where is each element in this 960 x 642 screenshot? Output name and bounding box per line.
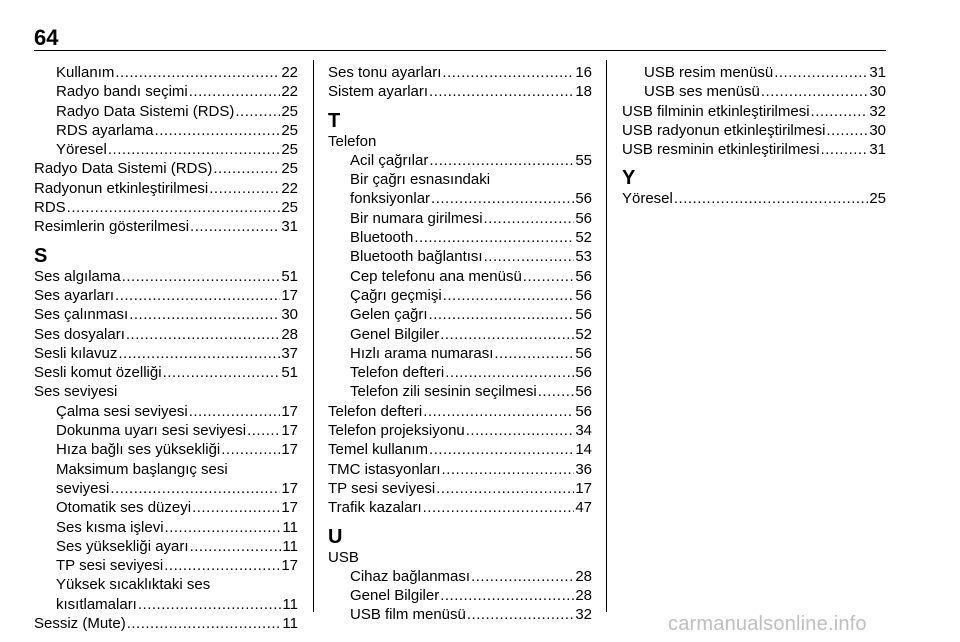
entry-label: TP sesi seviyesi — [328, 479, 436, 497]
dot-leader — [826, 121, 868, 140]
index-entry — [328, 189, 592, 208]
index-entry — [34, 305, 298, 324]
index-heading: Ses seviyesi — [34, 383, 118, 401]
entry-label: USB filminin etkinleştirilmesi — [622, 102, 810, 120]
entry-label: Çağrı geçmişi — [350, 286, 442, 304]
dot-leader — [163, 363, 281, 382]
entry-page-number: 47 — [575, 499, 592, 517]
dot-leader — [674, 189, 868, 208]
index-entry — [34, 217, 298, 236]
dot-leader — [774, 63, 868, 82]
page-number: 64 — [34, 25, 59, 50]
entry-label: Telefon defteri — [350, 364, 445, 382]
section-letter: T — [328, 109, 341, 132]
index-entry — [34, 537, 298, 556]
index-entry — [34, 344, 298, 363]
entry-label: Radyo Data Sistemi (RDS) — [56, 102, 235, 120]
entry-label: Ses yüksekliği ayarı — [56, 537, 189, 555]
index-entry — [328, 498, 592, 517]
entry-label: Dokunma uyarı sesi seviyesi — [56, 422, 247, 440]
entry-label: Sistem ayarları — [328, 83, 429, 101]
index-entry — [622, 189, 886, 208]
entry-page-number: 17 — [281, 499, 298, 517]
entry-page-number: 36 — [575, 460, 592, 478]
index-entry — [34, 286, 298, 305]
entry-page-number: 11 — [282, 595, 298, 613]
index-entry — [34, 159, 298, 178]
entry-label: Radyo Data Sistemi (RDS) — [34, 160, 213, 178]
entry-page-number: 34 — [575, 422, 592, 440]
index-entry — [34, 82, 298, 101]
entry-page-number: 17 — [281, 479, 298, 497]
index-entry — [328, 344, 592, 363]
entry-page-number: 31 — [869, 64, 886, 81]
entry-label: Radyo bandı seçimi — [56, 83, 188, 101]
index-entry — [328, 228, 592, 247]
entry-label: TMC istasyonları — [328, 460, 441, 478]
index-entry — [622, 140, 886, 159]
entry-page-number: 56 — [575, 286, 592, 304]
entry-page-number: 56 — [575, 383, 592, 401]
index-entry — [328, 440, 592, 459]
dot-leader — [164, 556, 280, 575]
entry-label: Radyonun etkinleştirilmesi — [34, 179, 209, 197]
dot-leader — [443, 286, 575, 305]
index-entry — [328, 325, 592, 344]
dot-leader — [155, 121, 281, 140]
entry-label: USB resminin etkinleştirilmesi — [622, 141, 820, 159]
dot-leader — [115, 63, 280, 82]
entry-label: Ses kısma işlevi — [56, 518, 164, 536]
section-letter: S — [34, 244, 48, 267]
index-entry — [34, 63, 298, 82]
entry-label: Ses tonu ayarları — [328, 64, 442, 81]
index-entry — [328, 479, 592, 498]
entry-label: Resimlerin gösterilmesi — [34, 218, 190, 236]
entry-page-number: 56 — [575, 364, 592, 382]
index-entry — [328, 151, 592, 170]
dot-leader — [110, 479, 280, 498]
entry-page-number: 31 — [281, 218, 298, 236]
entry-label: Ses ayarları — [34, 286, 115, 304]
dot-leader — [165, 518, 282, 537]
entry-page-number: 22 — [281, 64, 298, 81]
dot-leader — [190, 217, 280, 236]
index-entry — [34, 498, 298, 517]
entry-page-number: 25 — [281, 160, 298, 178]
section-letter: Y — [622, 167, 636, 190]
dot-leader — [67, 198, 281, 217]
dot-leader — [429, 440, 574, 459]
dot-leader — [127, 614, 282, 633]
dot-leader — [431, 189, 574, 208]
index-entry — [34, 614, 298, 633]
column-divider — [606, 60, 607, 612]
entry-label: Temel kullanım — [328, 441, 429, 459]
index-entry — [622, 82, 886, 101]
index-column-1 — [34, 63, 298, 633]
index-entry — [34, 267, 298, 286]
entry-label: Sesli kılavuz — [34, 344, 118, 362]
entry-page-number: 37 — [281, 344, 298, 362]
entry-page-number: 56 — [575, 344, 592, 362]
dot-leader — [440, 586, 574, 605]
entry-label: Cihaz bağlanması — [350, 567, 471, 585]
dot-leader — [429, 82, 574, 101]
entry-page-number: 25 — [281, 102, 298, 120]
entry-page-number: 16 — [575, 64, 592, 81]
entry-page-number: 51 — [281, 267, 298, 285]
dot-leader — [235, 102, 280, 121]
entry-page-number: 28 — [575, 567, 592, 585]
index-entry — [328, 363, 592, 382]
dot-leader — [467, 605, 574, 624]
entry-page-number: 30 — [869, 121, 886, 139]
entry-label: Yöresel — [622, 190, 673, 208]
index-entry — [328, 460, 592, 479]
index-entry — [328, 247, 592, 266]
entry-label: Sesli komut özelliği — [34, 364, 162, 382]
index-entry — [34, 102, 298, 121]
entry-page-number: 32 — [869, 102, 886, 120]
entry-page-number: 18 — [575, 83, 592, 101]
entry-label: Genel Bilgiler — [350, 325, 440, 343]
entry-page-number: 30 — [869, 83, 886, 101]
dot-leader — [445, 363, 574, 382]
dot-leader — [429, 305, 575, 324]
entry-page-number: 52 — [575, 325, 592, 343]
dot-leader — [761, 82, 868, 101]
dot-leader — [108, 140, 280, 159]
entry-label: Bluetooth — [350, 229, 414, 247]
entry-page-number: 17 — [281, 402, 298, 420]
entry-page-number: 28 — [575, 587, 592, 605]
entry-label: RDS ayarlama — [56, 121, 154, 139]
entry-label: TP sesi seviyesi — [56, 557, 164, 575]
entry-page-number: 11 — [282, 615, 298, 633]
entry-page-number: 17 — [281, 557, 298, 575]
entry-label: Acil çağrılar — [350, 151, 429, 169]
dot-leader — [442, 63, 574, 82]
index-entry — [34, 595, 298, 614]
index-heading: Yüksek sıcaklıktaki ses — [56, 576, 211, 594]
entry-label: Telefon projeksiyonu — [328, 422, 465, 440]
entry-page-number: 56 — [575, 209, 592, 227]
entry-page-number: 17 — [281, 422, 298, 440]
entry-label: kısıtlamaları — [56, 595, 137, 613]
dot-leader — [189, 402, 281, 421]
index-entry — [34, 518, 298, 537]
entry-page-number: 11 — [282, 537, 298, 555]
index-entry — [328, 286, 592, 305]
entry-label: USB radyonun etkinleştirilmesi — [622, 121, 826, 139]
entry-page-number: 28 — [281, 325, 298, 343]
dot-leader — [440, 325, 574, 344]
dot-leader — [414, 228, 574, 247]
section-letter: U — [328, 525, 343, 548]
entry-page-number: 56 — [575, 190, 592, 208]
entry-label: Çalma sesi seviyesi — [56, 402, 188, 420]
index-entry — [328, 209, 592, 228]
index-entry — [34, 440, 298, 459]
entry-label: Telefon defteri — [328, 402, 423, 420]
entry-page-number: 56 — [575, 267, 592, 285]
dot-leader — [190, 537, 282, 556]
entry-page-number: 25 — [281, 121, 298, 139]
entry-page-number: 17 — [281, 441, 298, 459]
entry-page-number: 17 — [281, 286, 298, 304]
dot-leader — [138, 595, 282, 614]
entry-label: Hızlı arama numarası — [350, 344, 494, 362]
dot-leader — [213, 159, 280, 178]
index-entry — [34, 179, 298, 198]
entry-page-number: 25 — [869, 190, 886, 208]
dot-leader — [126, 325, 280, 344]
index-entry — [328, 402, 592, 421]
entry-label: Genel Bilgiler — [350, 587, 440, 605]
dot-leader — [247, 421, 280, 440]
entry-label: fonksiyonlar — [350, 190, 431, 208]
dot-leader — [811, 102, 869, 121]
entry-page-number: 56 — [575, 306, 592, 324]
entry-label: USB ses menüsü — [644, 83, 760, 101]
entry-page-number: 22 — [281, 179, 298, 197]
dot-leader — [122, 267, 281, 286]
index-entry — [622, 102, 886, 121]
index-heading: Maksimum başlangıç sesi — [56, 460, 228, 478]
entry-label: RDS — [34, 199, 66, 217]
entry-page-number: 52 — [575, 229, 592, 247]
dot-leader — [115, 286, 280, 305]
header-rule — [34, 50, 886, 51]
entry-label: Kullanım — [56, 64, 115, 81]
entry-label: seviyesi — [56, 479, 110, 497]
entry-label: Bir numara girilmesi — [350, 209, 483, 227]
entry-page-number: 56 — [575, 402, 592, 420]
index-heading: Telefon — [328, 132, 377, 150]
dot-leader — [436, 479, 574, 498]
entry-page-number: 14 — [575, 441, 592, 459]
index-entry — [328, 305, 592, 324]
dot-leader — [118, 344, 280, 363]
entry-page-number: 25 — [281, 199, 298, 217]
index-entry — [34, 325, 298, 344]
dot-leader — [423, 402, 574, 421]
dot-leader — [484, 247, 575, 266]
index-entry — [34, 140, 298, 159]
entry-label: Gelen çağrı — [350, 306, 428, 324]
dot-leader — [423, 498, 575, 517]
entry-label: USB resim menüsü — [644, 64, 774, 81]
dot-leader — [209, 179, 280, 198]
index-entry — [34, 556, 298, 575]
entry-label: Yöresel — [56, 141, 107, 159]
dot-leader — [821, 140, 869, 159]
entry-label: Ses dosyaları — [34, 325, 125, 343]
index-entry — [622, 63, 886, 82]
index-entry — [34, 479, 298, 498]
index-entry — [328, 421, 592, 440]
index-entry — [328, 267, 592, 286]
index-entry — [34, 363, 298, 382]
entry-page-number: 30 — [281, 306, 298, 324]
entry-page-number: 11 — [282, 518, 298, 536]
index-entry — [328, 567, 592, 586]
index-entry — [328, 382, 592, 401]
entry-label: Cep telefonu ana menüsü — [350, 267, 522, 285]
entry-label: Sessiz (Mute) — [34, 615, 126, 633]
entry-page-number: 53 — [575, 248, 592, 266]
entry-label: Otomatik ses düzeyi — [56, 499, 192, 517]
index-entry — [328, 82, 592, 101]
entry-page-number: 31 — [869, 141, 886, 159]
dot-leader — [466, 421, 575, 440]
index-entry — [622, 121, 886, 140]
index-column-3 — [622, 63, 886, 209]
index-entry — [34, 402, 298, 421]
index-entry — [34, 421, 298, 440]
index-entry — [34, 121, 298, 140]
entry-page-number: 17 — [575, 479, 592, 497]
column-divider — [313, 60, 314, 612]
index-entry — [328, 605, 592, 624]
entry-page-number: 32 — [575, 606, 592, 624]
entry-label: Ses çalınması — [34, 306, 129, 324]
dot-leader — [129, 305, 280, 324]
entry-label: Telefon zili sesinin seçilmesi — [350, 383, 537, 401]
dot-leader — [221, 440, 280, 459]
entry-page-number: 51 — [281, 364, 298, 382]
dot-leader — [484, 209, 575, 228]
dot-leader — [494, 344, 574, 363]
index-heading: USB — [328, 548, 359, 566]
entry-label: Trafik kazaları — [328, 499, 422, 517]
dot-leader — [429, 151, 574, 170]
dot-leader — [192, 498, 280, 517]
index-column-2 — [328, 63, 592, 625]
index-entry — [34, 198, 298, 217]
entry-page-number: 25 — [281, 141, 298, 159]
entry-label: Ses algılama — [34, 267, 121, 285]
index-entry — [328, 63, 592, 82]
entry-page-number: 55 — [575, 151, 592, 169]
index-entry — [328, 586, 592, 605]
index-heading: Bir çağrı esnasındaki — [350, 171, 491, 189]
entry-label: Hıza bağlı ses yüksekliği — [56, 441, 221, 459]
dot-leader — [442, 460, 575, 479]
dot-leader — [538, 382, 575, 401]
watermark: carmanualsonline.info — [668, 613, 867, 635]
dot-leader — [471, 567, 574, 586]
entry-label: Bluetooth bağlantısı — [350, 248, 483, 266]
dot-leader — [189, 82, 281, 101]
entry-label: USB film menüsü — [350, 606, 466, 624]
dot-leader — [523, 267, 575, 286]
entry-page-number: 22 — [281, 83, 298, 101]
